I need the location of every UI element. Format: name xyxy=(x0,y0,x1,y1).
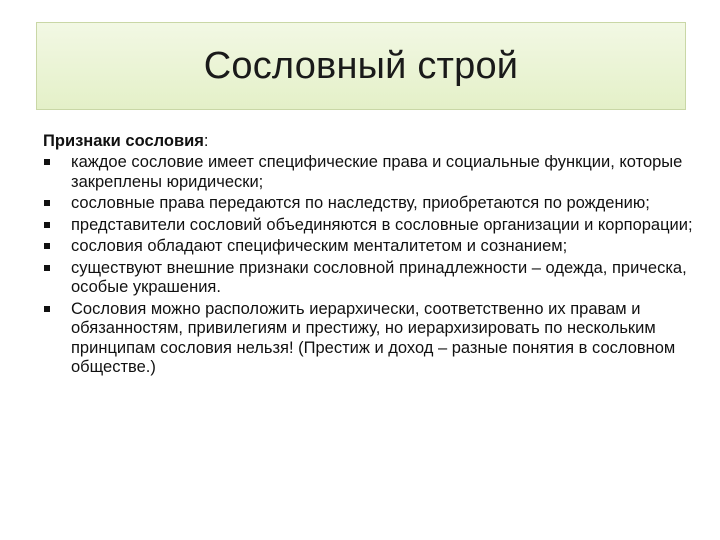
list-item-text: сословия обладают специфическим менталитетом и сознанием; xyxy=(71,237,568,255)
list-item xyxy=(43,259,693,298)
list-item xyxy=(43,216,693,236)
list-item xyxy=(43,153,693,192)
list-item-text: Сословия можно расположить иерархически, соответственно их правам и обязанностям, привилегиям и престижу, но иерархизировать по нескольким принципам сословия нельзя! (Престиж и доход – разные понятия в сословном обществе.) xyxy=(71,299,676,376)
section-heading-colon: : xyxy=(203,132,209,150)
square-bullet-icon xyxy=(44,222,50,228)
square-bullet-icon xyxy=(44,243,50,249)
square-bullet-icon xyxy=(44,159,50,165)
slide-content xyxy=(43,131,693,380)
section-heading xyxy=(43,131,693,152)
list-item-text: представители сословий объединяются в сословные организации и корпорации; xyxy=(71,215,693,234)
list-item-text: существуют внешние признаки сословной принадлежности – одежда, прическа, особые украшения. xyxy=(71,258,687,296)
list-item xyxy=(43,237,693,257)
section-heading-label: Признаки сословия xyxy=(43,132,204,150)
slide-title: Сословный строй xyxy=(203,44,519,87)
square-bullet-icon xyxy=(44,200,50,206)
list-item-text: сословные права передаются по наследству, приобретаются по рождению; xyxy=(71,194,650,212)
feature-list xyxy=(43,153,693,378)
list-item xyxy=(43,300,693,378)
square-bullet-icon xyxy=(44,306,50,312)
list-item xyxy=(43,194,693,214)
title-banner xyxy=(36,22,686,110)
list-item-text: каждое сословие имеет специфические права и социальные функции, которые закреплены юридически; xyxy=(71,153,683,191)
square-bullet-icon xyxy=(44,265,50,271)
